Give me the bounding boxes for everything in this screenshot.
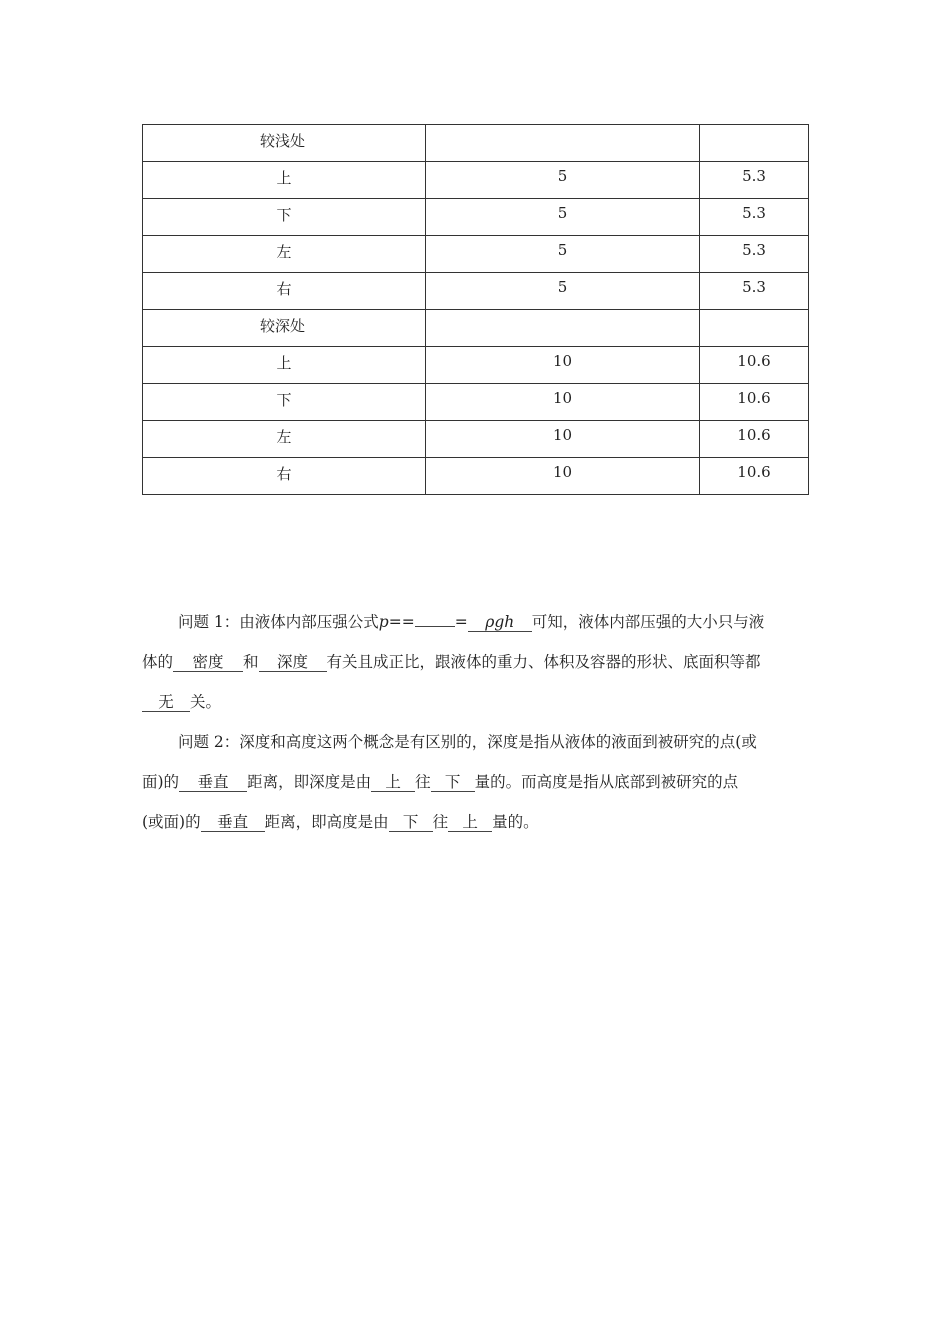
q2-down-blank-2: 下 (389, 813, 433, 832)
q1-formula-blank: ρgh (468, 613, 532, 632)
table-cell (700, 125, 809, 162)
q2-down-blank-1: 下 (431, 773, 475, 792)
table-cell: 5 (426, 236, 700, 273)
q2-line3-a: (或面)的 (142, 813, 201, 831)
q1-density-blank: 密度 (173, 653, 243, 672)
q1-p-symbol: p (378, 613, 389, 631)
table-row (143, 273, 809, 310)
table-cell (426, 310, 700, 347)
q2-to-1: 往 (415, 773, 431, 791)
table-cell: 左 (143, 421, 426, 458)
q2-line3-b: 距离，即高度是由 (264, 813, 389, 831)
q1-mid: 可知，液体内部压强的大小只与液 (531, 613, 765, 631)
q1-empty-blank (415, 608, 455, 627)
q1-eq2: = (454, 613, 468, 631)
table-cell: 下 (143, 199, 426, 236)
q2-vertical-blank-1: 垂直 (179, 773, 247, 792)
q1-prefix: 问题 1：由液体内部压强公式 (178, 613, 379, 631)
table-cell: 10.6 (700, 347, 809, 384)
table-cell: 5 (426, 162, 700, 199)
q1-line-1 (142, 602, 808, 642)
table-cell (426, 125, 700, 162)
q1-end: 关。 (190, 693, 222, 711)
table-cell: 10 (426, 384, 700, 421)
table-row (143, 458, 809, 495)
question-2 (142, 722, 808, 842)
table-cell: 10 (426, 421, 700, 458)
q2-line-3 (142, 802, 808, 842)
table-cell: 下 (143, 384, 426, 421)
q2-vertical-blank-2: 垂直 (201, 813, 265, 832)
table-cell: 5.3 (700, 273, 809, 310)
table-row (143, 347, 809, 384)
table-body (143, 125, 809, 495)
table-cell: 5 (426, 199, 700, 236)
table-cell: 右 (143, 458, 426, 495)
table-row (143, 384, 809, 421)
table-cell: 较深处 (143, 310, 426, 347)
table-group-row (143, 310, 809, 347)
table-cell: 5.3 (700, 199, 809, 236)
table-cell: 10.6 (700, 421, 809, 458)
pressure-data-table (142, 124, 809, 495)
q2-up-blank-2: 上 (448, 813, 492, 832)
q1-line2-b: 有关且成正比，跟液体的重力、体积及容器的形状、底面积等都 (326, 653, 761, 671)
table-cell: 上 (143, 162, 426, 199)
table-cell: 10 (426, 347, 700, 384)
table-group-row (143, 125, 809, 162)
q1-line2-a: 体的 (142, 653, 174, 671)
q2-line1: 问题 2：深度和高度这两个概念是有区别的，深度是指从液体的液面到被研究的点(或 (178, 733, 757, 751)
q1-line-2 (142, 642, 808, 682)
table-cell: 5.3 (700, 236, 809, 273)
q2-line-2 (142, 762, 808, 802)
table-cell (700, 310, 809, 347)
table-cell: 左 (143, 236, 426, 273)
table-cell: 5.3 (700, 162, 809, 199)
table-cell: 右 (143, 273, 426, 310)
table-cell: 5 (426, 273, 700, 310)
q2-line2-b: 距离，即深度是由 (247, 773, 372, 791)
q2-up-blank-1: 上 (371, 773, 415, 792)
q2-to-2: 往 (432, 813, 449, 831)
q2-line2-c: 量的。而高度是指从底部到被研究的点 (474, 773, 739, 791)
q1-eq1: == (388, 613, 415, 631)
q1-none-blank: 无 (142, 693, 190, 712)
table-cell: 10 (426, 458, 700, 495)
table-cell: 10.6 (700, 458, 809, 495)
q1-line-3 (142, 682, 808, 722)
q1-depth-blank: 深度 (259, 653, 327, 672)
table-row (143, 421, 809, 458)
table-row (143, 199, 809, 236)
table-row (143, 162, 809, 199)
q2-line-1 (142, 722, 808, 762)
table-row (143, 236, 809, 273)
q2-line2-a: 面)的 (142, 773, 180, 791)
question-1 (142, 602, 808, 722)
table-cell: 较浅处 (143, 125, 426, 162)
table-cell: 10.6 (700, 384, 809, 421)
q2-line3-c: 量的。 (492, 813, 539, 831)
q1-and: 和 (243, 653, 259, 671)
table-cell: 上 (143, 347, 426, 384)
